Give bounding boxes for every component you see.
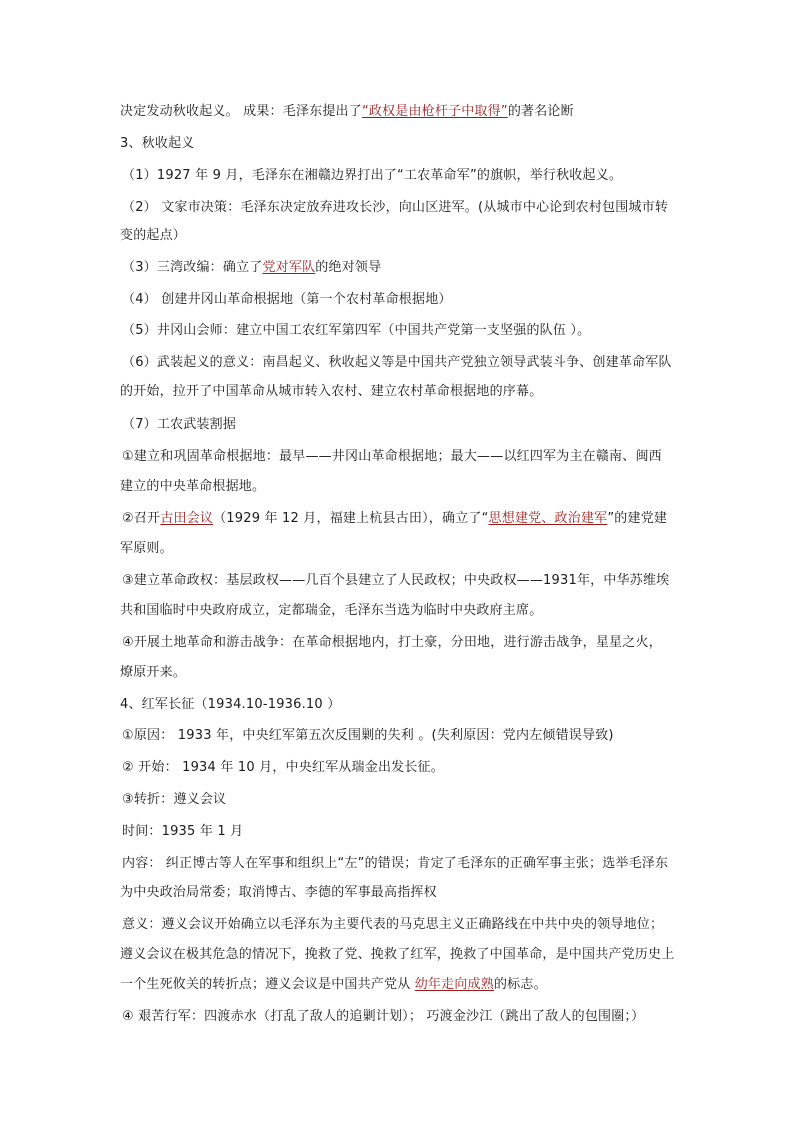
text-line: （5）井冈山会师：建立中国工农红军第四军（中国共产党第一支坚强的队伍 ）。 [122,323,591,338]
text-line: （2） 文家市决策：毛泽东决定放弃进攻长沙，向山区进军。(从城市中心论到农村包围城市转 [122,200,669,215]
text-line [120,977,680,993]
highlight-term: 思想建党、政治建军 [488,511,608,526]
text-span: （1929 年 12 月，福建上杭县古田），确立了“ [213,511,489,526]
text-line: 变的起点） [120,228,187,243]
text-line: 时间：1935 年 1 月 [122,824,244,839]
text-line [122,511,682,527]
section-heading: 4、红军长征（1934.10-1936.10 ） [120,697,341,712]
text-line: （4） 创建井冈山革命根据地（第一个农村革命根据地） [122,292,452,307]
text-line [122,260,682,276]
highlight-term: 古田会议 [160,511,214,526]
text-line [120,104,680,120]
text-line: ④ 艰苦行军：四渡赤水（打乱了敌人的追剿计划）； 巧渡金沙江（跳出了敌人的包围圈；） [122,1009,645,1024]
text-line: （1）1927 年 9 月，毛泽东在湘赣边界打出了“工农革命军”的旗帜，举行秋收起义。 [122,168,623,183]
text-line: 共和国临时中央政府成立，定都瑞金，毛泽东当选为临时中央政府主席。 [120,603,543,618]
text-span: 的标志。 [493,977,547,992]
text-line: 的开始，拉开了中国革命从城市转入农村、建立农村革命根据地的序幕。 [120,384,543,399]
section-heading: 3、秋收起义 [120,136,195,151]
text-line: ④开展土地革命和游击战争：在革命根据地内，打土豪，分田地，进行游击战争，星星之火， [122,635,662,650]
highlight-term: “政权是由枪杆子中取得” [361,104,508,119]
text-line: ② 开始： 1934 年 10 月，中央红军从瑞金出发长征。 [122,760,444,775]
text-line: 军原则。 [120,541,173,556]
text-line: （7）工农武装割据 [122,417,237,432]
text-span: ②召开 [122,511,161,526]
text-line: 为中央政治局常委；取消博古、李德的军事最高指挥权 [120,885,437,900]
text-span: 一个生死攸关的转折点；遵义会议是中国共产党从 [120,977,415,992]
text-line: ③建立革命政权：基层政权——几百个县建立了人民政权；中央政权——1931年，中华苏维埃 [122,573,670,588]
text-line: ③转折：遵义会议 [122,792,227,807]
text-line: （6）武装起义的意义：南昌起义、秋收起义等是中国共产党独立领导武装斗争、创建革命军队 [122,355,672,370]
highlight-term: 党对军队 [262,260,316,275]
text-span: （3）三湾改编：确立了 [122,260,263,275]
text-line: 燎原开来。 [120,665,187,680]
highlight-term: 幼年走向成熟 [414,977,494,992]
text-span: 的著名论断 [507,104,574,119]
text-span: ”的建党建 [607,511,668,526]
text-line: 建立的中央革命根据地。 [120,479,266,494]
text-span: 的绝对领导 [315,260,382,275]
text-line: 遵义会议在极其危急的情况下，挽救了党、挽救了红军，挽救了中国革命，是中国共产党历史上 [120,947,675,962]
text-line: ①原因： 1933 年，中央红军第五次反围剿的失利 。(失利原因：党内左倾错误导致) [122,728,614,743]
text-line: ①建立和巩固革命根据地：最早——井冈山革命根据地；最大——以红四军为主在赣南、闽西 [122,449,662,464]
text-line: 意义：遵义会议开始确立以毛泽东为主要代表的马克思主义正确路线在中共中央的领导地位； [122,917,664,932]
text-span: 决定发动秋收起义。 成果：毛泽东提出了 [120,104,362,119]
text-line: 内容： 纠正博古等人在军事和组织上“左”的错误；肯定了毛泽东的正确军事主张；选举毛泽东 [122,856,669,871]
